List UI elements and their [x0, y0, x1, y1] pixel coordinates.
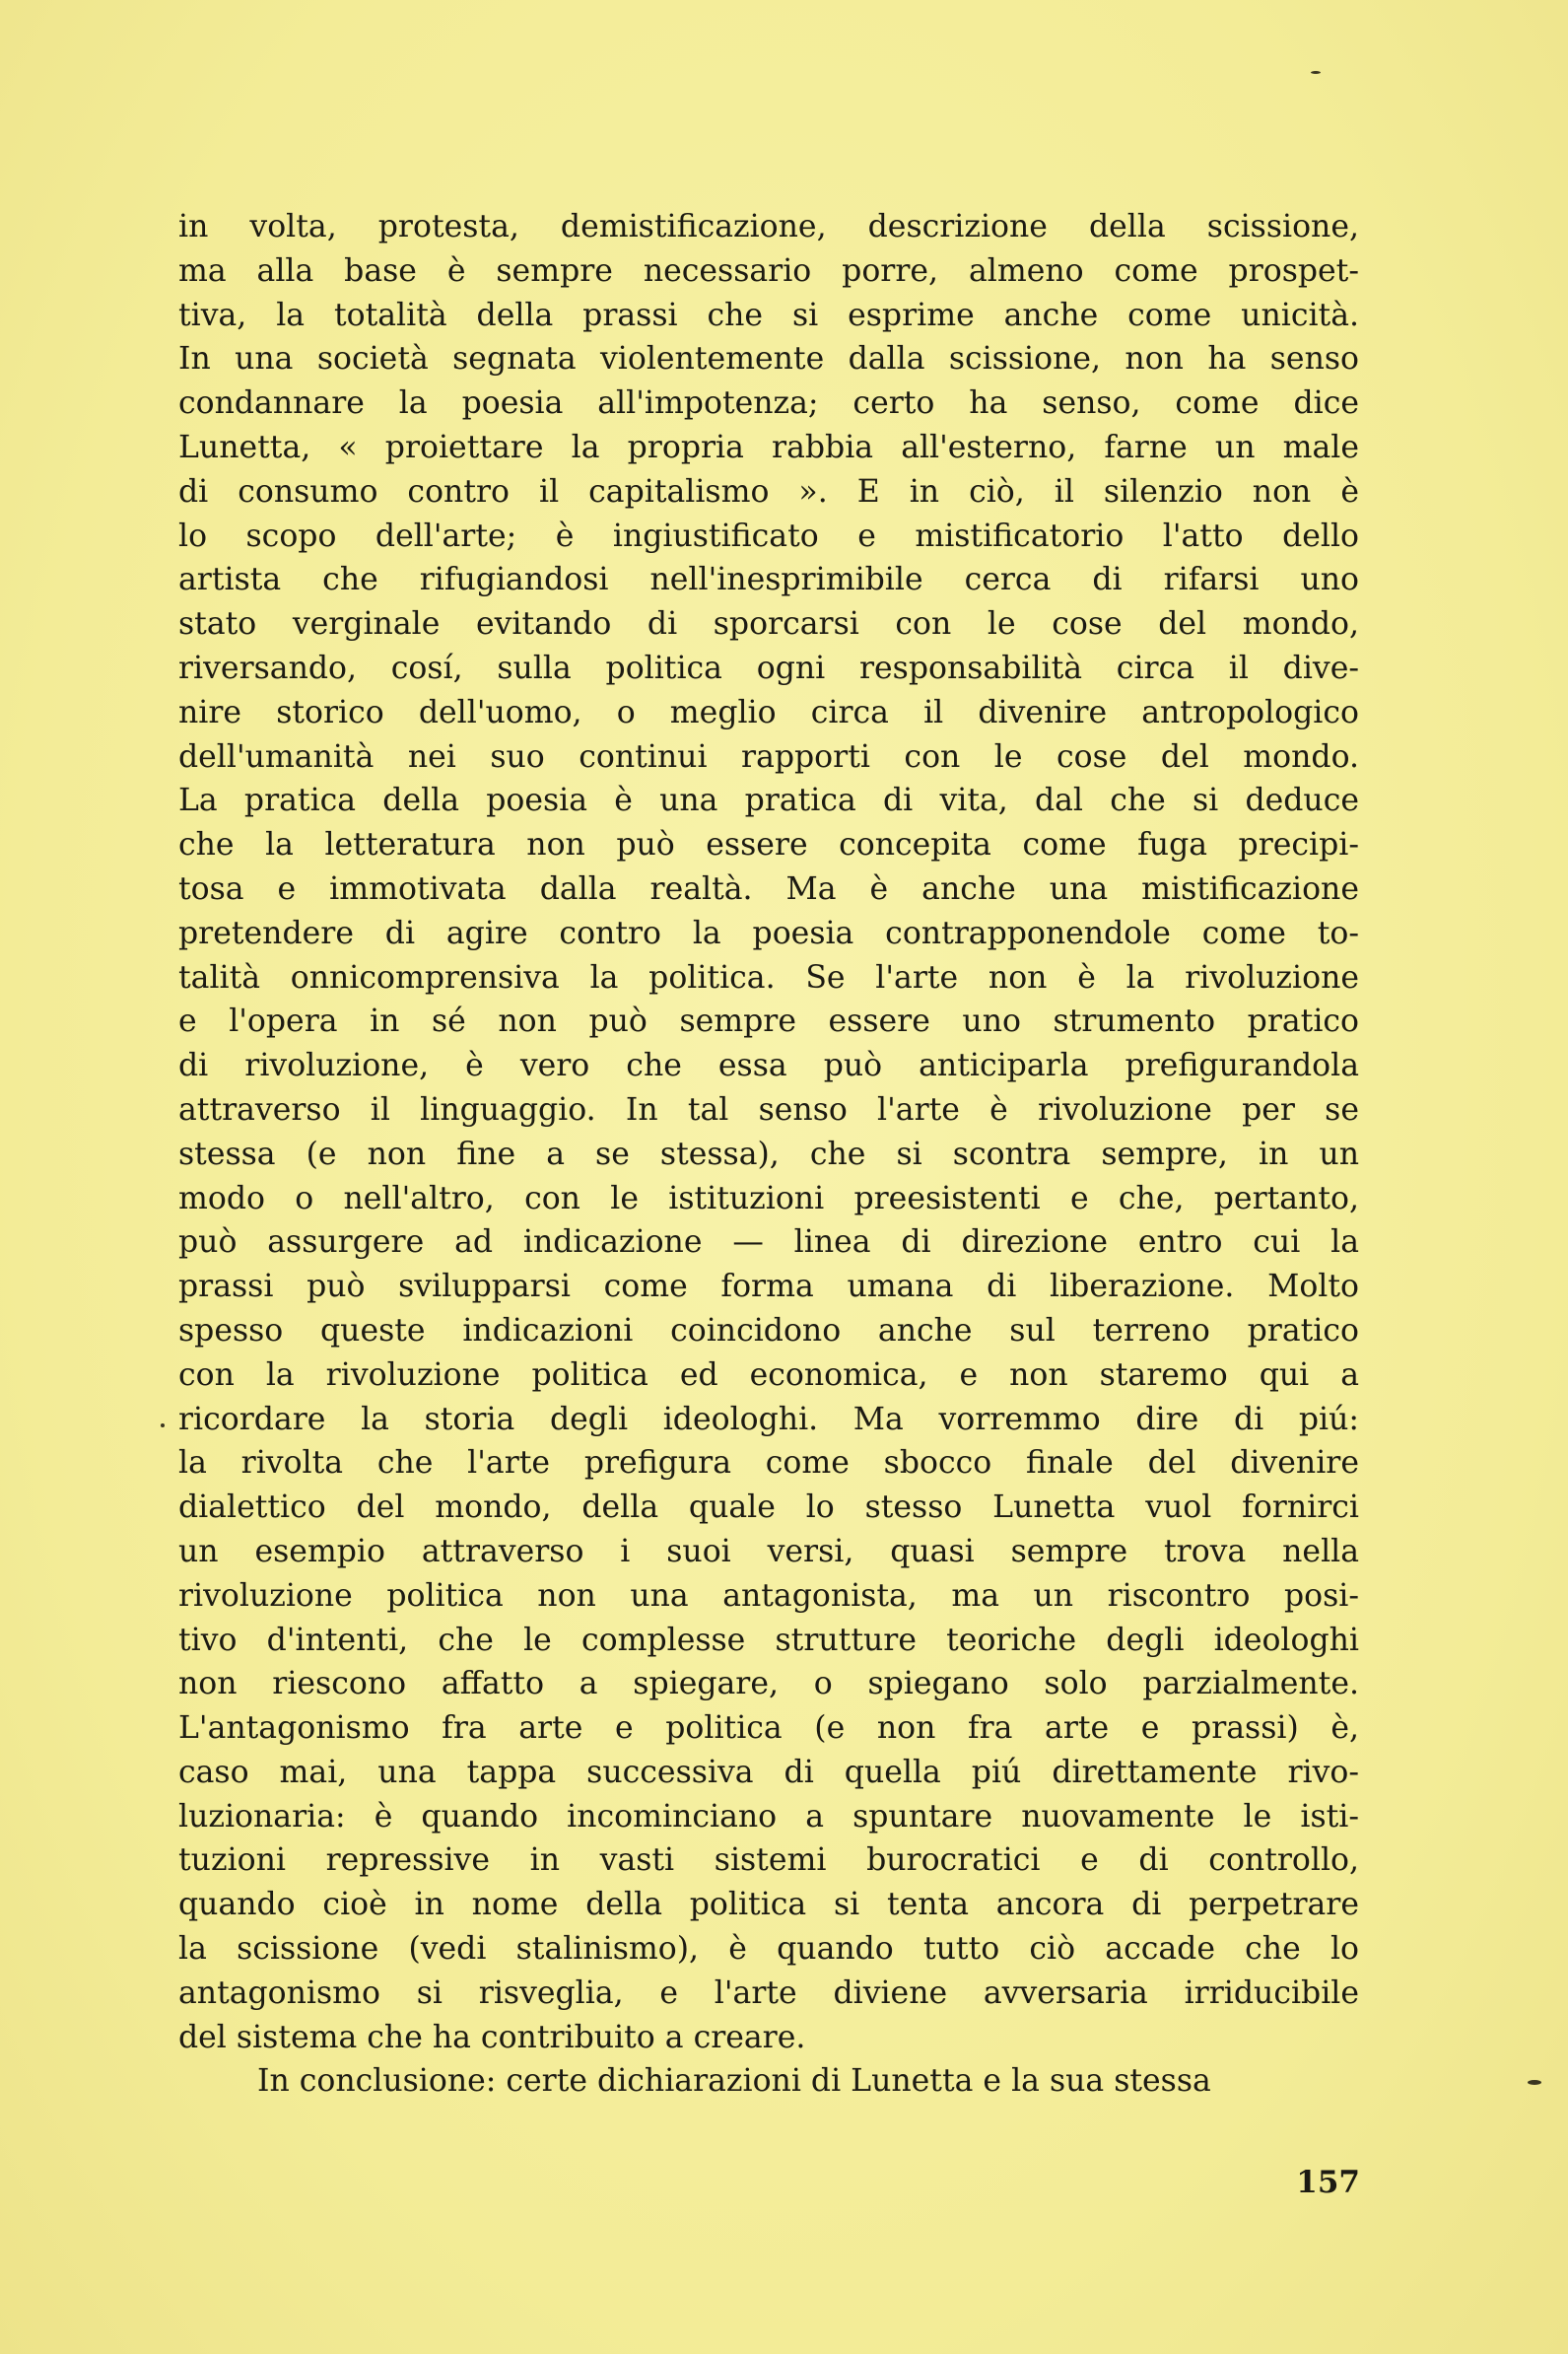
text-line: La pratica della poesia è una pratica di vita, dal che si deduce [178, 783, 1359, 819]
text-line: attraverso il linguaggio. In tal senso l'arte è rivoluzione per se [178, 1091, 1359, 1128]
text-line: lo scopo dell'arte; è ingiustificato e mistificatorio l'atto dello [178, 518, 1359, 554]
text-line: artista che rifugiandosi nell'inesprimibile cerca di rifarsi uno [178, 562, 1359, 598]
page-number: 157 [1296, 2165, 1360, 2200]
text-line: tivo d'intenti, che le complesse strutture teoriche degli ideologhi [178, 1622, 1359, 1658]
text-line: la rivolta che l'arte prefigura come sbocco finale del divenire [178, 1445, 1359, 1482]
text-line: modo o nell'altro, con le istituzioni preesistenti e che, pertanto, [178, 1180, 1359, 1216]
text-line: può assurgere ad indicazione — linea di direzione entro cui la [178, 1224, 1359, 1261]
text-line: stato verginale evitando di sporcarsi con le cose del mondo, [178, 606, 1359, 643]
paper-speck [1528, 2080, 1541, 2085]
text-line: L'antagonismo fra arte e politica (e non fra arte e prassi) è, [178, 1710, 1359, 1747]
text-line: riversando, cosí, sulla politica ogni responsabilità circa il dive- [178, 650, 1359, 686]
text-line: ma alla base è sempre necessario porre, almeno come prospet- [178, 252, 1359, 289]
body-text [178, 205, 1359, 2104]
text-line: quando cioè in nome della politica si tenta ancora di perpetrare [178, 1887, 1359, 1923]
text-line: dialettico del mondo, della quale lo stesso Lunetta vuol fornirci [178, 1489, 1359, 1526]
paper-speck [1311, 71, 1321, 74]
text-line: Lunetta, « proiettare la propria rabbia all'esterno, farne un male [178, 429, 1359, 465]
text-line: stessa (e non fine a se stessa), che si scontra sempre, in un [178, 1136, 1359, 1172]
text-line: tuzioni repressive in vasti sistemi burocratici e di controllo, [178, 1842, 1359, 1879]
text-line: in volta, protesta, demistificazione, descrizione della scissione, [178, 209, 1359, 244]
text-line: condannare la poesia all'impotenza; certo ha senso, come dice [178, 385, 1359, 422]
text-line: la scissione (vedi stalinismo), è quando tutto ciò accade che lo [178, 1931, 1359, 1968]
text-line: tiva, la totalità della prassi che si esprime anche come unicità. [178, 297, 1359, 333]
paragraph-start-line: In conclusione: certe dichiarazioni di Lunetta e la sua stessa [257, 2063, 1211, 2100]
text-line: talità onnicomprensiva la politica. Se l'arte non è la rivoluzione [178, 959, 1359, 996]
text-line: prassi può svilupparsi come forma umana di liberazione. Molto [178, 1269, 1359, 1305]
text-line: di rivoluzione, è vero che essa può anticiparla prefigurandola [178, 1048, 1359, 1084]
text-line: tosa e immotivata dalla realtà. Ma è anche una mistificazione [178, 870, 1359, 907]
text-line: luzionaria: è quando incominciano a spuntare nuovamente le isti- [178, 1798, 1359, 1835]
text-line: In una società segnata violentemente dalla scissione, non ha senso [178, 341, 1359, 378]
paper-speck [161, 1423, 165, 1427]
text-line: spesso queste indicazioni coincidono anche sul terreno pratico [178, 1312, 1359, 1349]
text-line: con la rivoluzione politica ed economica, e non staremo qui a [178, 1356, 1359, 1393]
text-line: che la letteratura non può essere concepita come fuga precipi- [178, 827, 1359, 864]
text-line: e l'opera in sé non può sempre essere uno strumento pratico [178, 1004, 1359, 1040]
text-line: antagonismo si risveglia, e l'arte diviene avversaria irriducibile [178, 1974, 1359, 2011]
text-line: non riescono affatto a spiegare, o spiegano solo parzialmente. [178, 1666, 1359, 1702]
text-line: rivoluzione politica non una antagonista, ma un riscontro posi- [178, 1577, 1359, 1614]
text-line: pretendere di agire contro la poesia contrapponendole come to- [178, 915, 1359, 951]
text-line: ricordare la storia degli ideologhi. Ma vorremmo dire di piú: [178, 1401, 1359, 1437]
text-line: del sistema che ha contribuito a creare. [178, 2019, 806, 2055]
text-line: un esempio attraverso i suoi versi, quasi sempre trova nella [178, 1533, 1359, 1569]
text-line: dell'umanità nei suo continui rapporti con le cose del mondo. [178, 738, 1359, 775]
text-line: di consumo contro il capitalismo ». E in ciò, il silenzio non è [178, 473, 1359, 510]
text-line: caso mai, una tappa successiva di quella piú direttamente rivo- [178, 1754, 1359, 1790]
text-line: nire storico dell'uomo, o meglio circa il divenire antropologico [178, 694, 1359, 730]
